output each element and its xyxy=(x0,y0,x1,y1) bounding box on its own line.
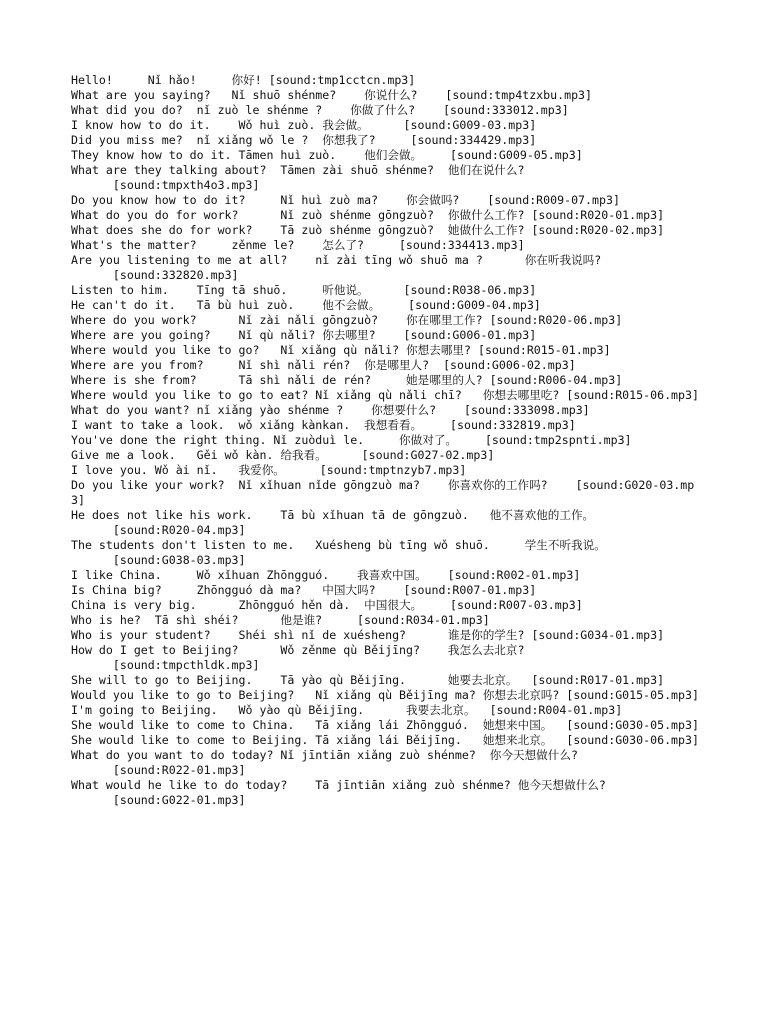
phrase-line: I'm going to Beijing. Wǒ yào qù Běijīng. 我要去北京。 [sound:R004-01.mp3] xyxy=(71,703,623,717)
phrase-line: What are you saying? Nǐ shuō shénme? 你说什么? [sound:tmp4tzxbu.mp3] xyxy=(71,88,593,102)
phrase-line: Are you listening to me at all? nǐ zài tīng wǒ shuō ma ? 你在听我说吗? [sound:332820.mp3] xyxy=(71,253,602,282)
phrase-line: Do you know how to do it? Nǐ huì zuò ma? 你会做吗? [sound:R009-07.mp3] xyxy=(71,193,620,207)
phrase-line: I love you. Wǒ ài nǐ. 我爱你。 [sound:tmptnzyb7.mp3] xyxy=(71,463,467,477)
phrase-line: Where would you like to go? Nǐ xiǎng qù nǎli? 你想去哪里? [sound:R015-01.mp3] xyxy=(71,343,611,357)
phrase-line: Where is she from? Tā shì nǎli de rén? 她是哪里的人? [sound:R006-04.mp3] xyxy=(71,373,623,387)
phrase-line: China is very big. Zhōngguó hěn dà. 中国很大。 [sound:R007-03.mp3] xyxy=(71,598,583,612)
phrase-line: What did you do? nǐ zuò le shénme ? 你做了什么? [sound:333012.mp3] xyxy=(71,103,569,117)
phrase-line: Who is your student? Shéi shì nǐ de xuésheng? 谁是你的学生? [sound:G034-01.mp3] xyxy=(71,628,665,642)
phrase-line: She would like to come to Beijing. Tā xiǎng lái Běijīng. 她想来北京。 [sound:G030-06.mp3] xyxy=(71,733,699,747)
phrase-line: I want to take a look. wǒ xiǎng kànkan. 我想看看。 [sound:332819.mp3] xyxy=(71,418,576,432)
phrase-line: Do you like your work? Nǐ xǐhuan nǐde gōngzuò ma? 你喜欢你的工作吗? [sound:G020-03.mp3] xyxy=(71,478,695,507)
phrase-line: I know how to do it. Wǒ huì zuò. 我会做。 [sound:G009-03.mp3] xyxy=(71,118,537,132)
document-page xyxy=(71,73,699,808)
phrase-line: She would like to come to China. Tā xiǎng lái Zhōngguó. 她想来中国。 [sound:G030-05.mp3] xyxy=(71,718,699,732)
phrase-line: The students don't listen to me. Xuésheng bù tīng wǒ shuō. 学生不听我说。 [sound:G038-03.mp3] xyxy=(71,538,606,567)
phrase-line: What does she do for work? Tā zuò shénme gōngzuò? 她做什么工作? [sound:R020-02.mp3] xyxy=(71,223,665,237)
phrase-line: Where do you work? Nǐ zài nǎli gōngzuò? 你在哪里工作? [sound:R020-06.mp3] xyxy=(71,313,623,327)
phrase-line: I like China. Wǒ xǐhuan Zhōngguó. 我喜欢中国。 [sound:R002-01.mp3] xyxy=(71,568,581,582)
phrase-line: She will to go to Beijing. Tā yào qù Běijīng. 她要去北京。 [sound:R017-01.mp3] xyxy=(71,673,665,687)
phrase-line: Where would you like to go to eat? Nǐ xiǎng qù nǎli chī? 你想去哪里吃? [sound:R015-06.mp3] xyxy=(71,388,699,402)
phrase-line: Hello! Nǐ hǎo! 你好! [sound:tmp1cctcn.mp3] xyxy=(71,73,416,87)
phrase-line: Would you like to go to Beijing? Nǐ xiǎng qù Běijīng ma? 你想去北京吗? [sound:G015-05.mp3] xyxy=(71,688,699,702)
phrase-line: Give me a look. Gěi wǒ kàn. 给我看。 [sound:G027-02.mp3] xyxy=(71,448,495,462)
phrase-list xyxy=(71,73,699,808)
phrase-line: He can't do it. Tā bù huì zuò. 他不会做。 [sound:G009-04.mp3] xyxy=(71,298,541,312)
phrase-line: Listen to him. Tīng tā shuō. 听他说。 [sound:R038-06.mp3] xyxy=(71,283,537,297)
phrase-line: What are they talking about? Tāmen zài shuō shénme? 他们在说什么? [sound:tmpxth4o3.mp3] xyxy=(71,163,525,192)
phrase-line: Who is he? Tā shì shéi? 他是谁? [sound:R034-01.mp3] xyxy=(71,613,490,627)
phrase-line: Where are you from? Nǐ shì nǎli rén? 你是哪里人? [sound:G006-02.mp3] xyxy=(71,358,576,372)
phrase-line: What's the matter? zěnme le? 怎么了? [sound:334413.mp3] xyxy=(71,238,525,252)
phrase-line: Did you miss me? nǐ xiǎng wǒ le ? 你想我了? [sound:334429.mp3] xyxy=(71,133,537,147)
phrase-line: What do you want to do today? Nǐ jīntiān xiǎng zuò shénme? 你今天想做什么? [sound:R022-01.mp3] xyxy=(71,748,578,777)
phrase-line: Where are you going? Nǐ qù nǎli? 你去哪里? [sound:G006-01.mp3] xyxy=(71,328,537,342)
phrase-line: How do I get to Beijing? Wǒ zěnme qù Běijīng? 我怎么去北京? [sound:tmpcthldk.mp3] xyxy=(71,643,525,672)
phrase-line: He does not like his work. Tā bù xǐhuan tā de gōngzuò. 他不喜欢他的工作。 [sound:R020-04.mp3] xyxy=(71,508,595,537)
phrase-line: You've done the right thing. Nǐ zuòduì le. 你做对了。 [sound:tmp2spnti.mp3] xyxy=(71,433,632,447)
phrase-line: What do you want? nǐ xiǎng yào shénme ? 你想要什么? [sound:333098.mp3] xyxy=(71,403,590,417)
phrase-line: Is China big? Zhōngguó dà ma? 中国大吗? [sound:R007-01.mp3] xyxy=(71,583,537,597)
phrase-line: What do you do for work? Nǐ zuò shénme gōngzuò? 你做什么工作? [sound:R020-01.mp3] xyxy=(71,208,665,222)
phrase-line: What would he like to do today? Tā jīntiān xiǎng zuò shénme? 他今天想做什么? [sound:G022-01.mp3] xyxy=(71,778,606,807)
phrase-line: They know how to do it. Tāmen huì zuò. 他们会做。 [sound:G009-05.mp3] xyxy=(71,148,583,162)
